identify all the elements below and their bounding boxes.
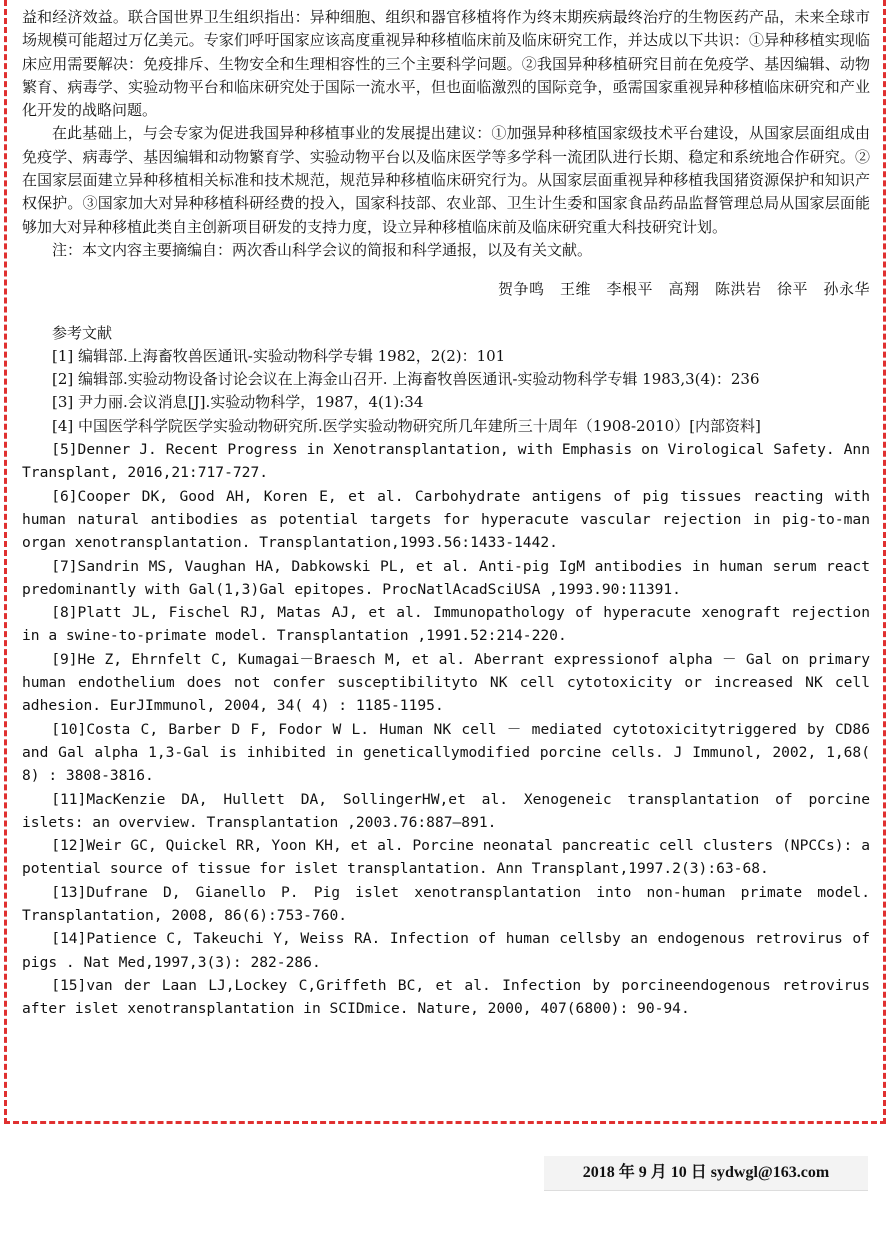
reference-item: [6]Cooper DK, Good AH, Koren E, et al. Carbohydrate antigens of pig tissues reacting with human natural antibodies as potential targets for hyperacute vascular rejection in pig-to-man organ xenotransplantation. Transplantation,1993.56:1433-1442. bbox=[22, 487, 870, 552]
reference-item: [8]Platt JL, Fischel RJ, Matas AJ, et al. Immunopathology of hyperacute xenograft rejection in a swine-to-primate model. Transplantation ,1991.52:214-220. bbox=[22, 604, 870, 645]
reference-item: [12]Weir GC, Quickel RR, Yoon KH, et al. Porcine neonatal pancreatic cell clusters (NPCCs): a potential source of tissue for islet transplantation. Ann Transplant,1997.2(3):63-68. bbox=[22, 837, 870, 878]
reference-item: [13]Dufrane D, Gianello P. Pig islet xenotransplantation into non-human primate model. Transplantation, 2008, 86(6):753-760. bbox=[22, 883, 870, 924]
footer-date-email: 2018 年 9 月 10 日 sydwgl@163.com bbox=[544, 1156, 868, 1191]
body-paragraph: 益和经济效益。联合国世界卫生组织指出：异种细胞、组织和器官移植将作为终末期疾病最终治疗的生物医药产品，未来全球市场规模可能超过万亿美元。专家们呼吁国家应该高度重视异种移植临床前及临床研究工作，并达成以下共识：①异种移植实现临床应用需要解决：免疫排斥、生物安全和生理相容性的三个主要科学问题。②我国异种移植研究目前在免疫学、基因编辑、动物繁育、病毒学、实验动物平台和临床研究处于国际一流水平，但也面临激烈的国际竞争，亟需国家重视异种移植临床研究和产业化开发的战略问题。 bbox=[22, 8, 870, 120]
reference-item: [4] 中国医学科学院医学实验动物研究所.医学实验动物研究所几年建所三十周年（1908-2010）[内部资料] bbox=[52, 416, 761, 435]
article-body bbox=[22, 6, 870, 1020]
reference-item: [14]Patience C, Takeuchi Y, Weiss RA. Infection of human cellsby an endogenous retrovirus of pigs . Nat Med,1997,3(3): 282-286. bbox=[22, 930, 870, 971]
note-paragraph: 注：本文内容主要摘编自：两次香山科学会议的简报和科学通报，以及有关文献。 bbox=[52, 240, 593, 259]
reference-item: [7]Sandrin MS, Vaughan HA, Dabkowski PL, et al. Anti-pig IgM antibodies in human serum react predominantly with Gal(1,3)Gal epitopes. ProcNatlAcadSciUSA ,1993.90:11391. bbox=[22, 557, 870, 598]
reference-item: [1] 编辑部.上海畜牧兽医通讯-实验动物科学专辑 1982，2(2)：101 bbox=[52, 346, 506, 365]
author-list: 贺争鸣 王维 李根平 高翔 陈洪岩 徐平 孙永华 bbox=[497, 280, 870, 299]
reference-item: [11]MacKenzie DA, Hullett DA, SollingerHW,et al. Xenogeneic transplantation of porcine islets: an overview. Transplantation ,2003.76:887–891. bbox=[22, 790, 870, 831]
reference-item: [3] 尹力丽.会议消息[J].实验动物科学，1987，4(1):34 bbox=[52, 393, 424, 412]
reference-item: [5]Denner J. Recent Progress in Xenotransplantation, with Emphasis on Virological Safety. Ann Transplant, 2016,21:717-727. bbox=[22, 441, 870, 482]
references-heading: 参考文献 bbox=[52, 323, 113, 342]
body-paragraph: 在此基础上，与会专家为促进我国异种移植事业的发展提出建议：①加强异种移植国家级技术平台建设，从国家层面组成由免疫学、病毒学、基因编辑和动物繁育学、实验动物平台以及临床医学等多学科一流团队进行长期、稳定和系统地合作研究。②在国家层面建立异种移植相关标准和技术规范，规范异种移植临床研究行为。从国家层面重视异种移植我国猪资源保护和知识产权保护。③国家加大对异种移植科研经费的投入，国家科技部、农业部、卫生计生委和国家食品药品监督管理总局从国家层面能够加大对异种移植此类自主创新项目研发的支持力度，设立异种移植临床前及临床研究重大科技研究计划。 bbox=[22, 124, 870, 236]
reference-item: [10]Costa C, Barber D F, Fodor W L. Human NK cell － mediated cytotoxicitytriggered by CD86 and Gal alpha 1,3-Gal is inhibited in geneticallymodified porcine cells. J Immunol, 2002, 1,68( 8) : 3808-3816. bbox=[22, 720, 870, 785]
reference-item: [15]van der Laan LJ,Lockey C,Griffeth BC, et al. Infection by porcineendogenous retrovirus after islet xenotransplantation in SCIDmice. Nature, 2000, 407(6800): 90-94. bbox=[22, 976, 870, 1018]
reference-item: [2] 编辑部.实验动物设备讨论会议在上海金山召开. 上海畜牧兽医通讯-实验动物科学专辑 1983,3(4)：236 bbox=[52, 370, 760, 389]
reference-item: [9]He Z, Ehrnfelt C, Kumagai－Braesch M, et al. Aberrant expressionof alpha － Gal on primary human endothelium does not confer susceptibilityto NK cell cytotoxicity or increased NK cell adhesion. EurJImmunol, 2004, 34( 4) : 1185-1195. bbox=[22, 650, 870, 715]
